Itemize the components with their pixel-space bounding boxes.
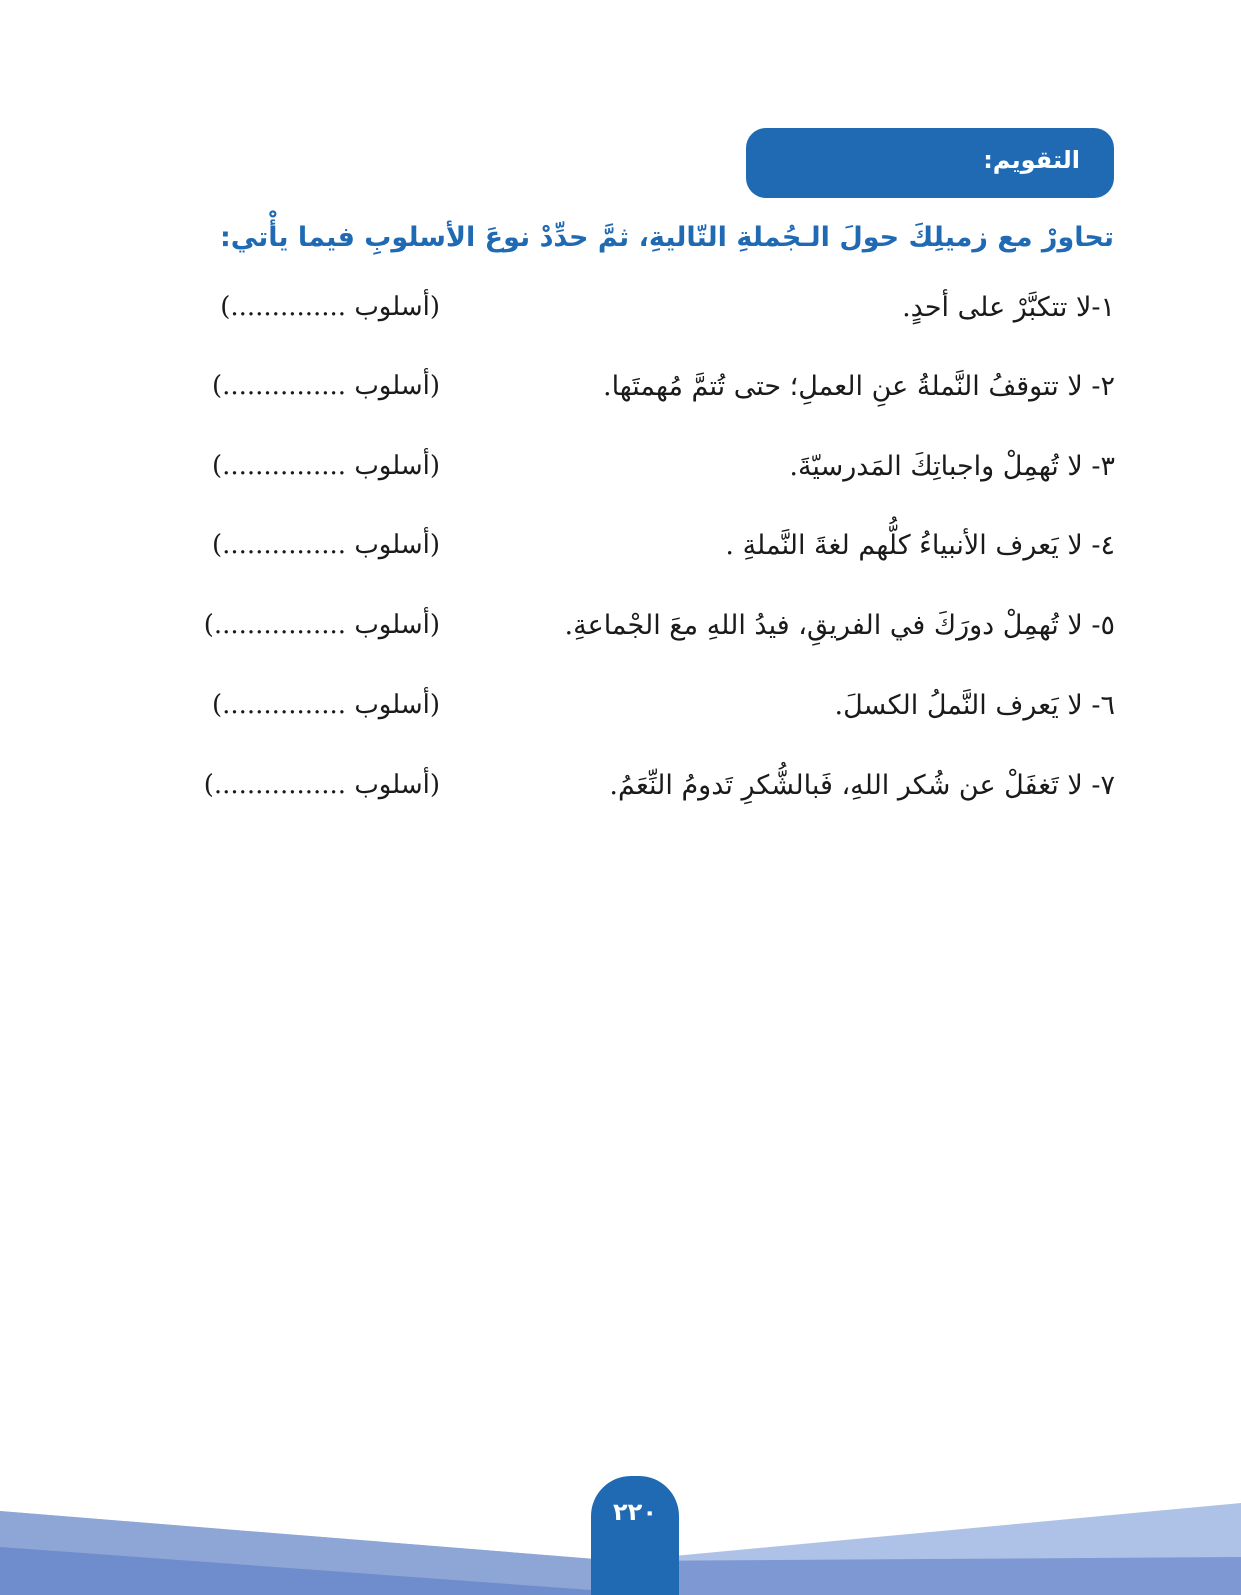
exercise-item-1 <box>170 292 1115 338</box>
answer-blank: (أسلوب ...............) <box>211 690 440 720</box>
exercise-sentence: ٧- لا تَغفَلْ عن شُكر اللهِ، فَبالشُّكرِ تَدومُ النِّعَمُ. <box>609 770 1115 801</box>
exercise-instruction: تحاورْ مع زميلِكَ حولَ الـجُملةِ التّاليةِ، ثمَّ حدِّدْ نوعَ الأسلوبِ فيما يأْتي: <box>220 222 1114 253</box>
exercise-sentence: ٥- لا تُهمِلْ دورَكَ في الفريقِ، فيدُ اللهِ معَ الجْماعةِ. <box>564 610 1115 641</box>
answer-blank: (أسلوب ................) <box>203 610 440 640</box>
answer-blank: (أسلوب ...............) <box>211 451 440 481</box>
section-title: التقويم: <box>983 146 1080 174</box>
exercise-sentence: ٦- لا يَعرف النَّملُ الكسلَ. <box>834 690 1115 721</box>
exercise-sentence: ٤- لا يَعرف الأنبياءُ كلُّهم لغةَ النَّملةِ . <box>725 530 1115 561</box>
exercise-item-6 <box>170 690 1115 736</box>
footer-band-right <box>620 1557 1241 1595</box>
answer-blank: (أسلوب ...............) <box>211 371 440 401</box>
exercise-item-4 <box>170 530 1115 576</box>
exercise-item-3 <box>170 451 1115 497</box>
answer-blank: (أسلوب ..............) <box>220 292 440 322</box>
page-number: ٢٢٠ <box>613 1498 657 1526</box>
section-banner <box>746 128 1114 198</box>
exercise-item-2 <box>170 371 1115 417</box>
exercise-item-5 <box>170 610 1115 656</box>
exercise-sentence: ٢- لا تتوقفُ النَّملةُ عنِ العملِ؛ حتى تُتمَّ مُهمتَها. <box>602 371 1115 402</box>
exercise-item-7 <box>170 770 1115 816</box>
page-number-tab <box>591 1476 679 1595</box>
exercise-sentence: ١-لا تتكبَّرْ على أحدٍ. <box>902 292 1115 323</box>
answer-blank: (أسلوب ...............) <box>211 530 440 560</box>
exercise-sentence: ٣- لا تُهمِلْ واجباتِكَ المَدرسيّةَ. <box>789 451 1115 482</box>
answer-blank: (أسلوب ................) <box>203 770 440 800</box>
